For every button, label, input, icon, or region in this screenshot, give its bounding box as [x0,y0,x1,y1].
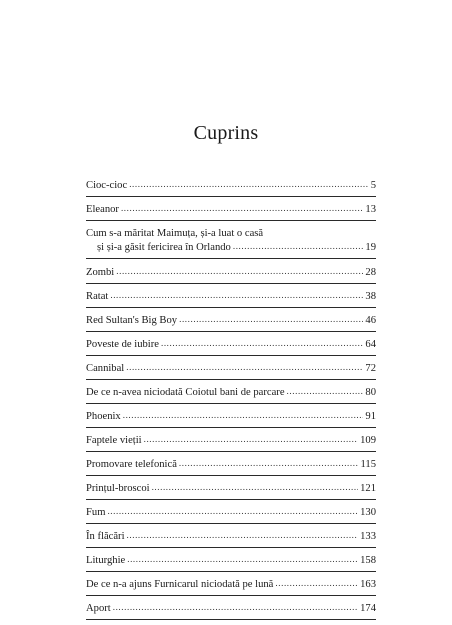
toc-entry-title: Faptele vieții [86,435,142,446]
dot-leader [152,481,359,491]
toc-entry [86,457,376,476]
dot-leader [126,361,363,371]
dot-leader [129,178,369,188]
toc-entry-title: De ce n-a ajuns Furnicarul niciodată pe lună [86,579,274,590]
dot-leader [116,265,363,275]
toc-entry-title: În flăcări [86,531,125,542]
toc-entry-page: 72 [365,363,376,374]
toc-entry [86,577,376,596]
toc-entry-title: Liturghie [86,555,126,566]
toc-entry-page: 130 [360,507,376,518]
toc-entry-title: Promovare telefonică [86,459,177,470]
toc-entry-title: Red Sultan's Big Boy [86,315,178,326]
toc-entry [86,337,376,356]
toc-entry-page: 121 [360,483,376,494]
toc-entry-page: 109 [360,435,376,446]
toc-entry [86,481,376,500]
toc-entry-title: Ratat [86,291,109,302]
toc-entry-title: Phoenix [86,411,121,422]
dot-leader [161,337,363,347]
toc-entry-page: 174 [360,603,376,614]
dot-leader [233,240,364,250]
toc-entry [86,505,376,524]
toc-entry-page: 38 [365,291,376,302]
toc-entry-title: Poveste de iubire [86,339,159,350]
toc-entry-title: Fum [86,507,106,518]
dot-leader [107,505,358,515]
toc-entry-page: 13 [365,204,376,215]
dot-leader [123,409,364,419]
dot-leader [113,601,358,611]
toc-entry [86,409,376,428]
toc-entry-page: 80 [365,387,376,398]
toc-entry-title: Aport [86,603,111,614]
toc-entry-title: și și-a găsit fericirea în Orlando [97,242,231,253]
toc-entry-page: 91 [365,411,376,422]
toc-entry-page: 28 [365,267,376,278]
toc-entry [86,289,376,308]
toc-entry [86,226,376,259]
toc-entry-title: Cannibal [86,363,125,374]
toc-entry [86,601,376,620]
dot-leader [287,385,364,395]
dot-leader [127,553,358,563]
toc-entry [86,202,376,221]
toc-entry [86,529,376,548]
dot-leader [121,202,363,212]
toc-entry-title: Cioc-cioc [86,180,128,191]
toc-entry-title: Eleanor [86,204,119,215]
toc-entry [86,553,376,572]
dot-leader [127,529,359,539]
toc-entry-page: 19 [365,242,376,253]
toc-entry [86,313,376,332]
toc-entry-page: 46 [365,315,376,326]
dot-leader [179,313,363,323]
toc-entry [86,361,376,380]
toc-entry-title-line1: Cum s-a măritat Maimuța, și-a luat o casă [86,228,264,239]
toc-entry [86,265,376,284]
dot-leader [275,577,358,587]
page-title: Cuprins [193,122,259,144]
toc-entry-title: Prințul-broscoi [86,483,150,494]
table-of-contents [86,178,376,625]
dot-leader [179,457,359,467]
toc-entry-page: 158 [360,555,376,566]
toc-entry-title: De ce n-avea niciodată Coiotul bani de parcare [86,387,285,398]
toc-entry-page: 115 [360,459,376,470]
dot-leader [144,433,359,443]
toc-entry-page: 5 [370,180,376,191]
toc-entry [86,385,376,404]
toc-entry [86,433,376,452]
toc-entry-page: 64 [365,339,376,350]
toc-entry [86,178,376,197]
toc-entry-page: 163 [360,579,376,590]
toc-entry-title: Zombi [86,267,115,278]
toc-entry-page: 133 [360,531,376,542]
dot-leader [110,289,363,299]
